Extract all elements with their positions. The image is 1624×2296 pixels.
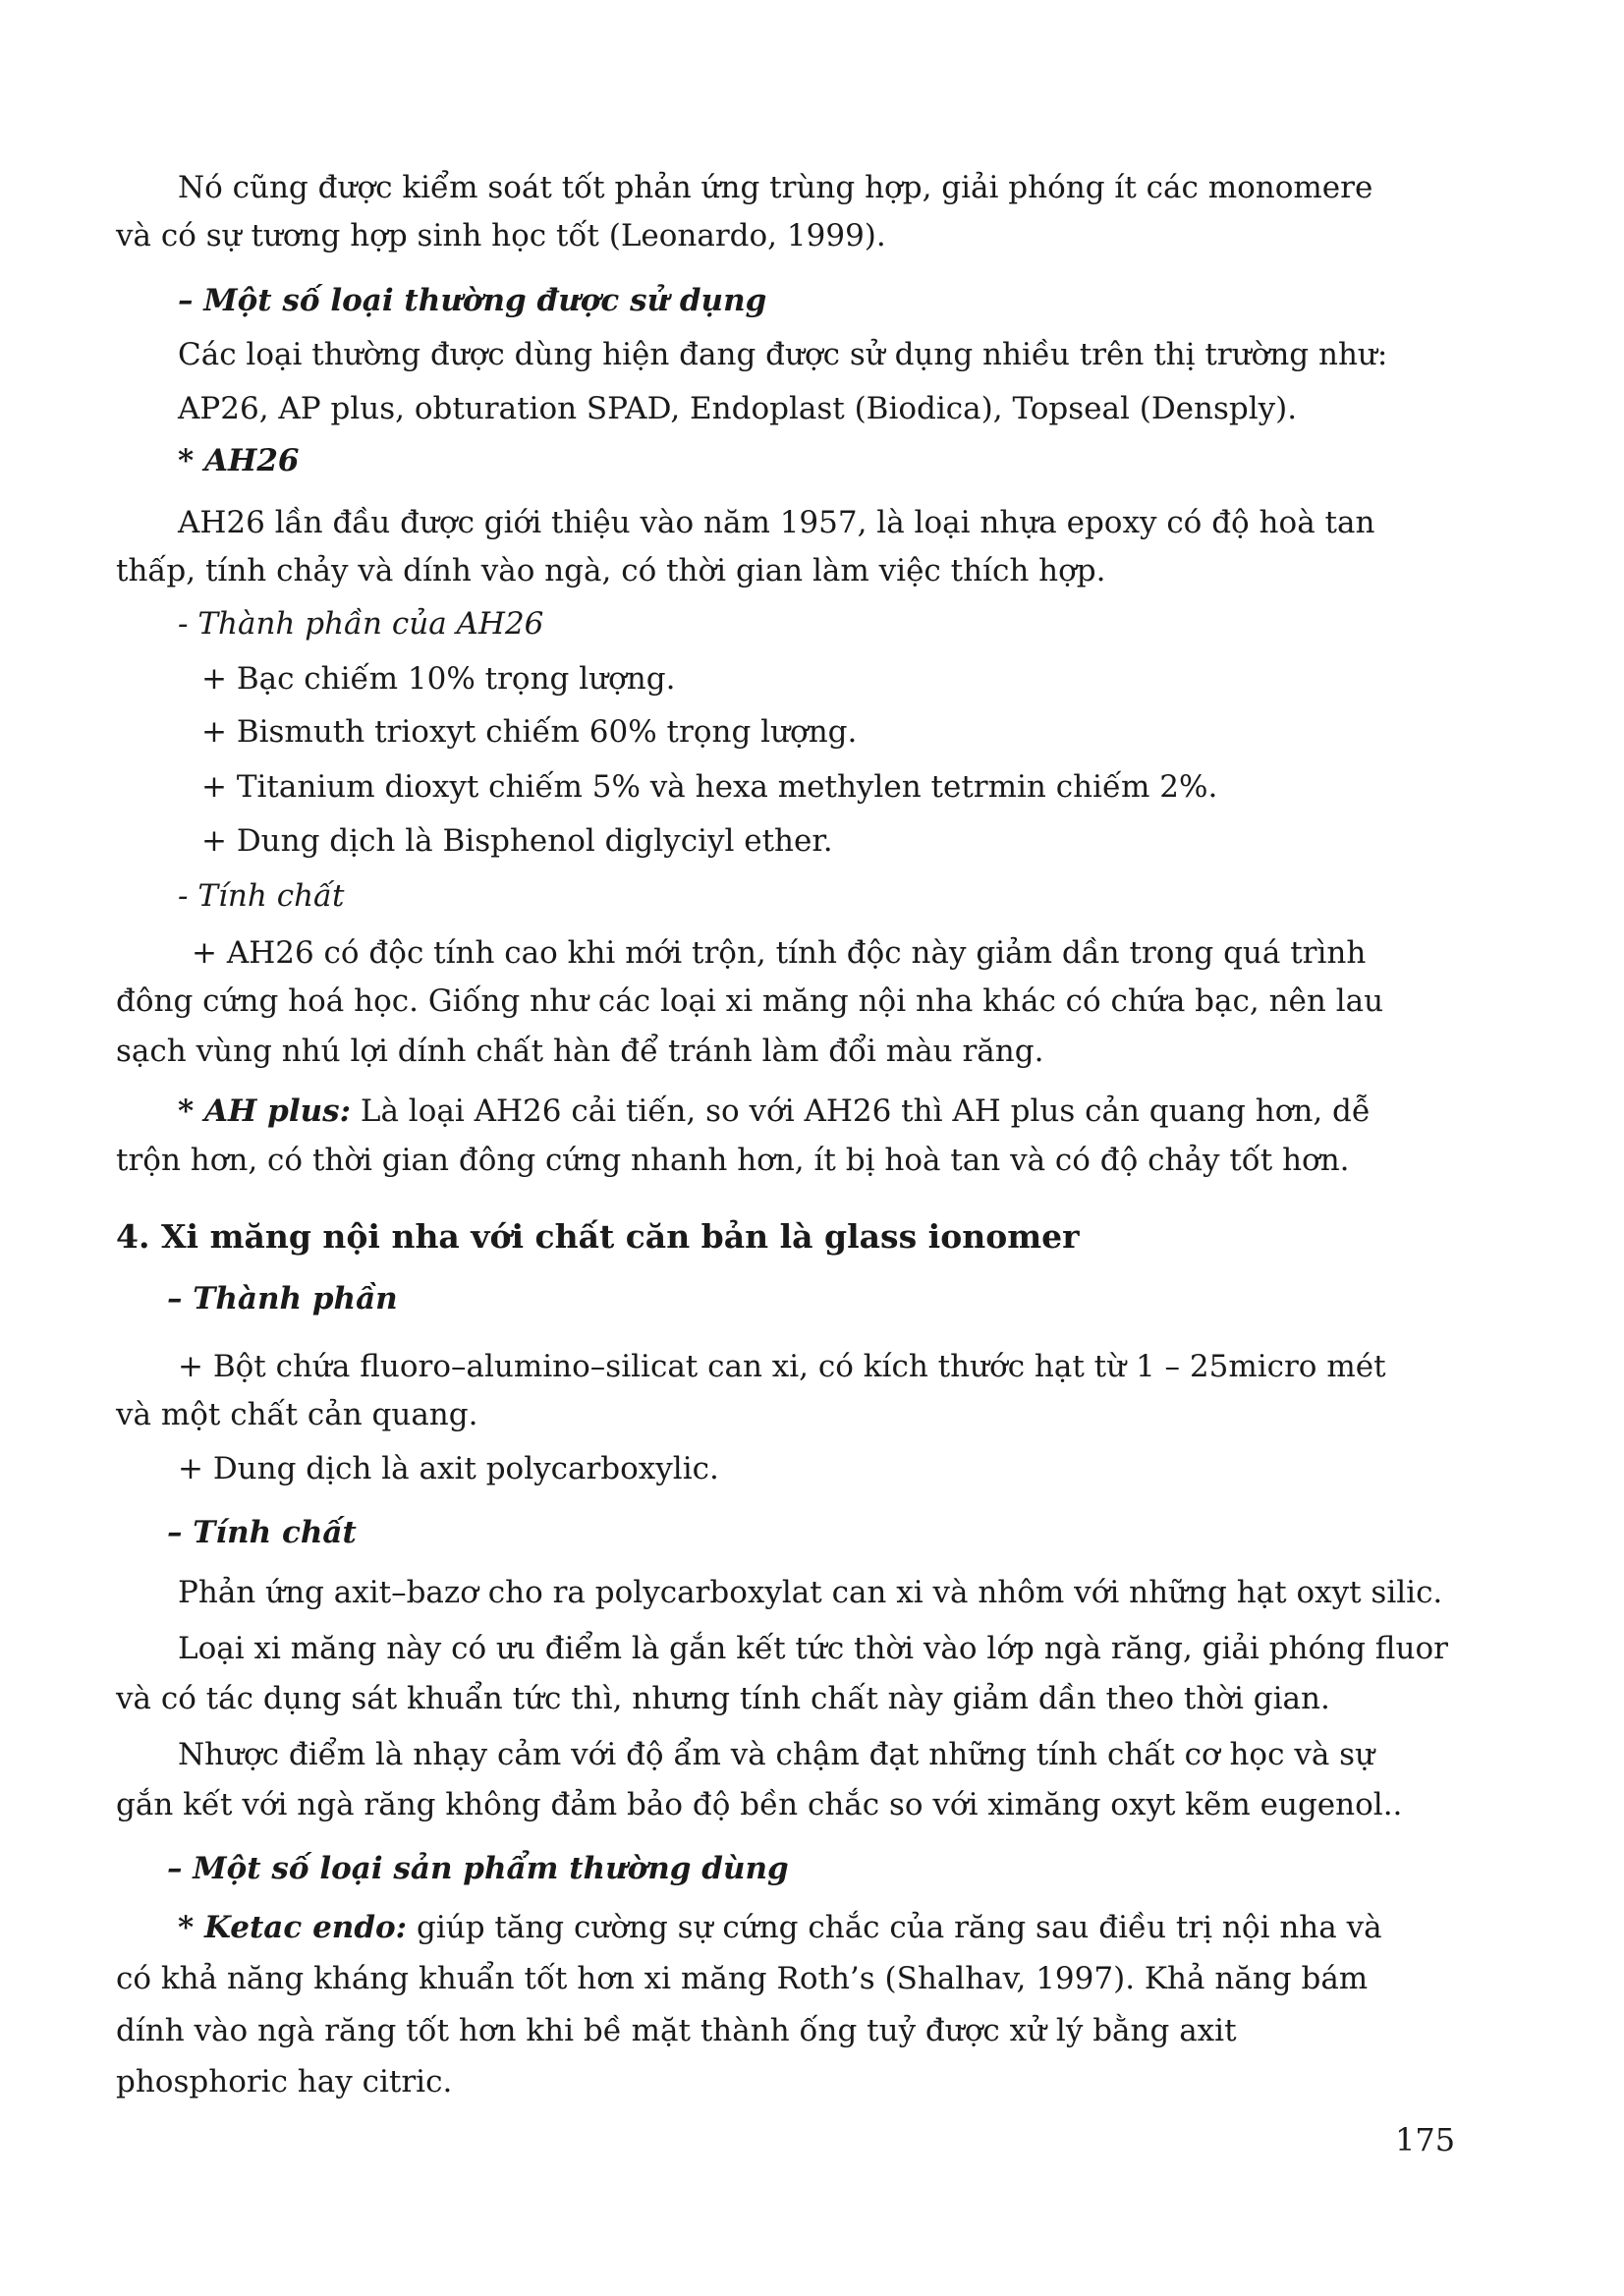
paragraph-line: và một chất cản quang. xyxy=(116,1397,478,1432)
paragraph-line: AP26, AP plus, obturation SPAD, Endoplast (Biodica), Topseal (Densply). xyxy=(178,391,1298,426)
paragraph-line: và có sự tương hợp sinh học tốt (Leonardo, 1999). xyxy=(116,218,886,253)
paragraph-line: gắn kết với ngà răng không đảm bảo độ bền chắc so với ximăng oxyt kẽm eugenol.. xyxy=(116,1787,1403,1822)
paragraph-line: Phản ứng axit–bazơ cho ra polycarboxylat can xi và nhôm với những hạt oxyt silic. xyxy=(178,1575,1443,1610)
list-item: + Dung dịch là axit polycarboxylic. xyxy=(178,1451,719,1486)
subheading: – Một số loại thường được sử dụng xyxy=(178,283,767,318)
page-number: 175 xyxy=(1395,2121,1456,2158)
paragraph-line: Nó cũng được kiểm soát tốt phản ứng trùng hợp, giải phóng ít các monomere xyxy=(178,170,1373,205)
paragraph-line xyxy=(178,1910,1382,1945)
paragraph-line: và có tác dụng sát khuẩn tức thì, nhưng tính chất này giảm dần theo thời gian. xyxy=(116,1681,1330,1716)
paragraph-line: thấp, tính chảy và dính vào ngà, có thời gian làm việc thích hợp. xyxy=(116,553,1106,588)
paragraph-line: Các loại thường được dùng hiện đang được sử dụng nhiều trên thị trường như: xyxy=(178,337,1388,372)
paragraph-line: có khả năng kháng khuẩn tốt hơn xi măng Roth’s (Shalhav, 1997). Khả năng bám xyxy=(116,1961,1369,1996)
subheading: – Thành phần xyxy=(167,1281,398,1316)
paragraph-line: trộn hơn, có thời gian đông cứng nhanh hơn, ít bị hoà tan và có độ chảy tốt hơn. xyxy=(116,1143,1350,1178)
paragraph-line: Loại xi măng này có ưu điểm là gắn kết tức thời vào lớp ngà răng, giải phóng fluor xyxy=(178,1631,1448,1666)
paragraph-line: sạch vùng nhú lợi dính chất hàn để tránh làm đổi màu răng. xyxy=(116,1034,1044,1069)
subheading: - Thành phần của AH26 xyxy=(178,606,544,642)
paragraph-line: Nhược điểm là nhạy cảm với độ ẩm và chậm đạt những tính chất cơ học và sự xyxy=(178,1737,1375,1772)
list-item: + Bismuth trioxyt chiếm 60% trọng lượng. xyxy=(201,714,858,750)
list-item: + Titanium dioxyt chiếm 5% và hexa methylen tetrmin chiếm 2%. xyxy=(201,769,1218,805)
term-label: * AH plus: xyxy=(178,1093,352,1129)
list-item: + Bạc chiếm 10% trọng lượng. xyxy=(201,661,676,697)
list-item: + Dung dịch là Bisphenol diglyciyl ether. xyxy=(201,823,833,859)
paragraph-line: + AH26 có độc tính cao khi mới trộn, tính độc này giảm dần trong quá trình xyxy=(192,935,1367,971)
paragraph-line: AH26 lần đầu được giới thiệu vào năm 1957, là loại nhựa epoxy có độ hoà tan xyxy=(178,505,1375,540)
term-text: Là loại AH26 cải tiến, so với AH26 thì AH plus cản quang hơn, dễ xyxy=(351,1093,1371,1129)
subheading: – Một số loại sản phẩm thường dùng xyxy=(167,1851,789,1886)
subheading-ah26: * AH26 xyxy=(178,443,300,478)
subheading: - Tính chất xyxy=(178,878,345,914)
term-label: * Ketac endo: xyxy=(178,1910,408,1945)
section-title: 4. Xi măng nội nha với chất căn bản là glass ionomer xyxy=(116,1217,1080,1256)
paragraph-line: + Bột chứa fluoro–alumino–silicat can xi, có kích thước hạt từ 1 – 25micro mét xyxy=(178,1349,1386,1384)
paragraph-line: đông cứng hoá học. Giống như các loại xi măng nội nha khác có chứa bạc, nên lau xyxy=(116,983,1384,1019)
term-text: giúp tăng cường sự cứng chắc của răng sau điều trị nội nha và xyxy=(407,1910,1382,1945)
paragraph-line: dính vào ngà răng tốt hơn khi bề mặt thành ống tuỷ được xử lý bằng axit xyxy=(116,2013,1237,2048)
paragraph-line: phosphoric hay citric. xyxy=(116,2064,453,2100)
paragraph-line xyxy=(178,1093,1371,1129)
subheading: – Tính chất xyxy=(167,1515,357,1550)
